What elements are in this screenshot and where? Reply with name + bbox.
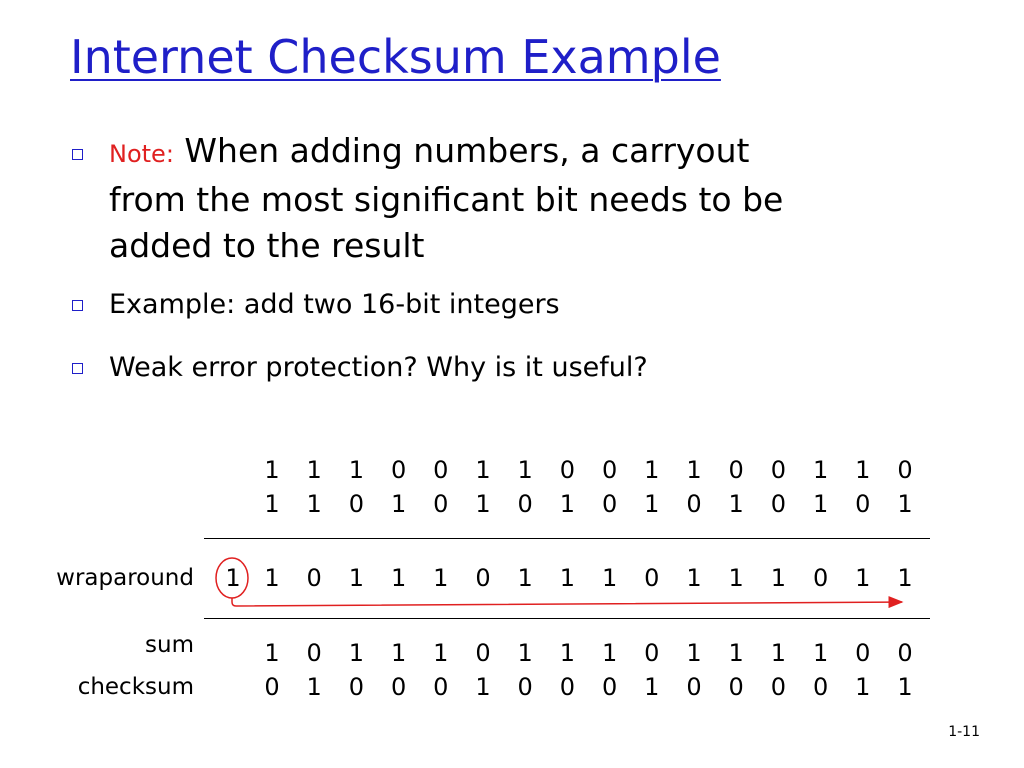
wraparound-bit: 1 — [433, 564, 449, 592]
sum-bit: 1 — [770, 639, 787, 667]
example-text: Example: add two 16-bit integers — [109, 289, 560, 320]
checksum-bit: 0 — [686, 673, 702, 701]
sum-bit: 0 — [897, 639, 913, 667]
addend-1-bit: 1 — [264, 456, 280, 484]
wraparound-bit: 1 — [770, 564, 787, 592]
page-number: 1-11 — [948, 724, 980, 740]
addend-1-bit: 1 — [348, 456, 365, 484]
addend-2-bit: 0 — [433, 490, 449, 518]
checksum-bit: 1 — [306, 673, 322, 701]
wraparound-bit: 1 — [390, 564, 407, 592]
carry-bit: 1 — [225, 564, 241, 592]
wraparound-bit: 1 — [686, 564, 702, 592]
wraparound-bit: 1 — [517, 564, 533, 592]
addend-1-bit: 0 — [433, 456, 449, 484]
addend-1-bit: 1 — [306, 456, 322, 484]
addend-1-bit: 0 — [559, 456, 576, 484]
sum-bit: 1 — [390, 639, 407, 667]
note-line-3: added to the result — [109, 226, 425, 265]
wraparound-bit: 1 — [348, 564, 365, 592]
sum-bit: 1 — [601, 639, 618, 667]
sum-bit: 1 — [686, 639, 702, 667]
sum-bit: 1 — [348, 639, 365, 667]
checksum-bit: 1 — [644, 673, 660, 701]
addend-1-bit: 1 — [855, 456, 871, 484]
addend-2-bit: 0 — [348, 490, 365, 518]
sum-bit: 1 — [517, 639, 533, 667]
sum-bit: 1 — [264, 639, 280, 667]
addend-1-bit: 0 — [601, 456, 618, 484]
wraparound-label: wraparound — [56, 565, 194, 591]
addend-1-bit: 0 — [770, 456, 787, 484]
addend-1-bit: 1 — [517, 456, 533, 484]
checksum-bit: 0 — [517, 673, 533, 701]
checksum-bit: 1 — [475, 673, 491, 701]
sum-bit: 0 — [644, 639, 660, 667]
checksum-bit: 1 — [855, 673, 871, 701]
addend-1-bit: 0 — [728, 456, 744, 484]
checksum-bit: 0 — [770, 673, 787, 701]
sum-bit: 0 — [855, 639, 871, 667]
addend-2-bit: 0 — [770, 490, 787, 518]
weak-text: Weak error protection? Why is it useful? — [109, 352, 648, 383]
slide-title: Internet Checksum Example — [70, 30, 721, 84]
addend-1-bit: 0 — [390, 456, 407, 484]
addend-2-bit: 1 — [390, 490, 407, 518]
addend-2-bit: 0 — [517, 490, 533, 518]
note-colon: : — [165, 140, 174, 168]
wraparound-bit: 1 — [559, 564, 576, 592]
checksum-bit: 0 — [728, 673, 744, 701]
sum-bit: 1 — [728, 639, 744, 667]
sum-bit: 0 — [306, 639, 322, 667]
addend-2-bit: 1 — [728, 490, 744, 518]
checksum-bit: 0 — [601, 673, 618, 701]
wraparound-arrow — [232, 598, 902, 606]
addend-2-bit: 1 — [812, 490, 829, 518]
wraparound-bit: 0 — [812, 564, 829, 592]
checksum-bit: 0 — [433, 673, 449, 701]
wraparound-bit: 0 — [475, 564, 491, 592]
sum-bit: 1 — [559, 639, 576, 667]
checksum-bit: 0 — [559, 673, 576, 701]
note-line-1: When adding numbers, a carryout — [173, 131, 750, 170]
carry-circle — [216, 558, 248, 598]
checksum-bit: 0 — [390, 673, 407, 701]
wraparound-bit: 1 — [601, 564, 618, 592]
addend-2-bit: 1 — [264, 490, 280, 518]
sum-bit: 1 — [433, 639, 449, 667]
sum-bit: 0 — [475, 639, 491, 667]
note-line-2: from the most significant bit needs to be — [109, 180, 784, 219]
wraparound-bit: 0 — [644, 564, 660, 592]
wraparound-bit: 0 — [306, 564, 322, 592]
wraparound-bit: 1 — [855, 564, 871, 592]
addend-2-bit: 0 — [855, 490, 871, 518]
addend-2-bit: 1 — [559, 490, 576, 518]
sum-bit: 1 — [812, 639, 829, 667]
note-label: Note — [109, 140, 166, 168]
checksum-bit: 0 — [264, 673, 280, 701]
checksum-bit: 0 — [348, 673, 365, 701]
wraparound-bit: 1 — [897, 564, 913, 592]
addend-2-bit: 1 — [475, 490, 491, 518]
addend-2-bit: 1 — [897, 490, 913, 518]
addend-1-bit: 1 — [812, 456, 829, 484]
wraparound-bit: 1 — [728, 564, 744, 592]
addend-2-bit: 1 — [306, 490, 322, 518]
addend-2-bit: 0 — [686, 490, 702, 518]
wraparound-bit: 1 — [264, 564, 280, 592]
sum-label: sum — [145, 632, 194, 658]
addend-1-bit: 0 — [897, 456, 913, 484]
addend-1-bit: 1 — [475, 456, 491, 484]
addend-1-bit: 1 — [686, 456, 702, 484]
checksum-bit: 0 — [812, 673, 829, 701]
checksum-label: checksum — [77, 674, 194, 700]
addend-2-bit: 0 — [601, 490, 618, 518]
addend-2-bit: 1 — [644, 490, 660, 518]
checksum-bit: 1 — [897, 673, 913, 701]
addend-1-bit: 1 — [644, 456, 660, 484]
